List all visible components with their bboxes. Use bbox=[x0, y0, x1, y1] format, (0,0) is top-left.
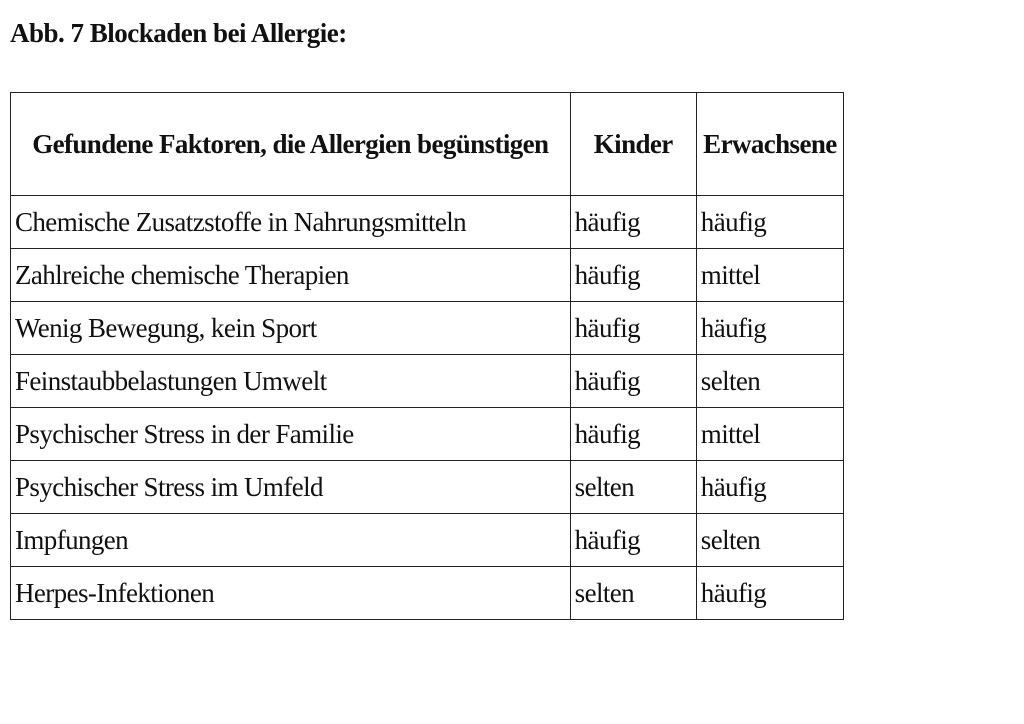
erwachsene-cell: häufig bbox=[696, 567, 843, 620]
table-row bbox=[11, 567, 844, 620]
factor-cell: Wenig Bewegung, kein Sport bbox=[11, 302, 571, 355]
factor-cell: Herpes-Infektionen bbox=[11, 567, 571, 620]
header-factor: Gefundene Faktoren, die Allergien begünstigen bbox=[11, 93, 571, 196]
factor-cell: Psychischer Stress in der Familie bbox=[11, 408, 571, 461]
table-row bbox=[11, 514, 844, 567]
kinder-cell: häufig bbox=[570, 249, 696, 302]
kinder-cell: häufig bbox=[570, 355, 696, 408]
table-row bbox=[11, 249, 844, 302]
header-kinder: Kinder bbox=[570, 93, 696, 196]
kinder-cell: häufig bbox=[570, 408, 696, 461]
table-row bbox=[11, 196, 844, 249]
factor-cell: Chemische Zusatzstoffe in Nahrungsmitteln bbox=[11, 196, 571, 249]
factor-cell: Feinstaubbelastungen Umwelt bbox=[11, 355, 571, 408]
factor-cell: Zahlreiche chemische Therapien bbox=[11, 249, 571, 302]
erwachsene-cell: mittel bbox=[696, 408, 843, 461]
erwachsene-cell: selten bbox=[696, 514, 843, 567]
table-row bbox=[11, 408, 844, 461]
table-row bbox=[11, 302, 844, 355]
allergy-factors-table bbox=[10, 92, 844, 620]
kinder-cell: häufig bbox=[570, 302, 696, 355]
table-row bbox=[11, 461, 844, 514]
header-erwachsene: Erwachsene bbox=[696, 93, 843, 196]
table-header-row bbox=[11, 93, 844, 196]
kinder-cell: häufig bbox=[570, 514, 696, 567]
kinder-cell: selten bbox=[570, 567, 696, 620]
erwachsene-cell: selten bbox=[696, 355, 843, 408]
factor-cell: Psychischer Stress im Umfeld bbox=[11, 461, 571, 514]
kinder-cell: häufig bbox=[570, 196, 696, 249]
erwachsene-cell: häufig bbox=[696, 302, 843, 355]
factor-cell: Impfungen bbox=[11, 514, 571, 567]
erwachsene-cell: häufig bbox=[696, 196, 843, 249]
page-title: Abb. 7 Blockaden bei Allergie: bbox=[10, 18, 347, 48]
erwachsene-cell: mittel bbox=[696, 249, 843, 302]
table-row bbox=[11, 355, 844, 408]
erwachsene-cell: häufig bbox=[696, 461, 843, 514]
kinder-cell: selten bbox=[570, 461, 696, 514]
